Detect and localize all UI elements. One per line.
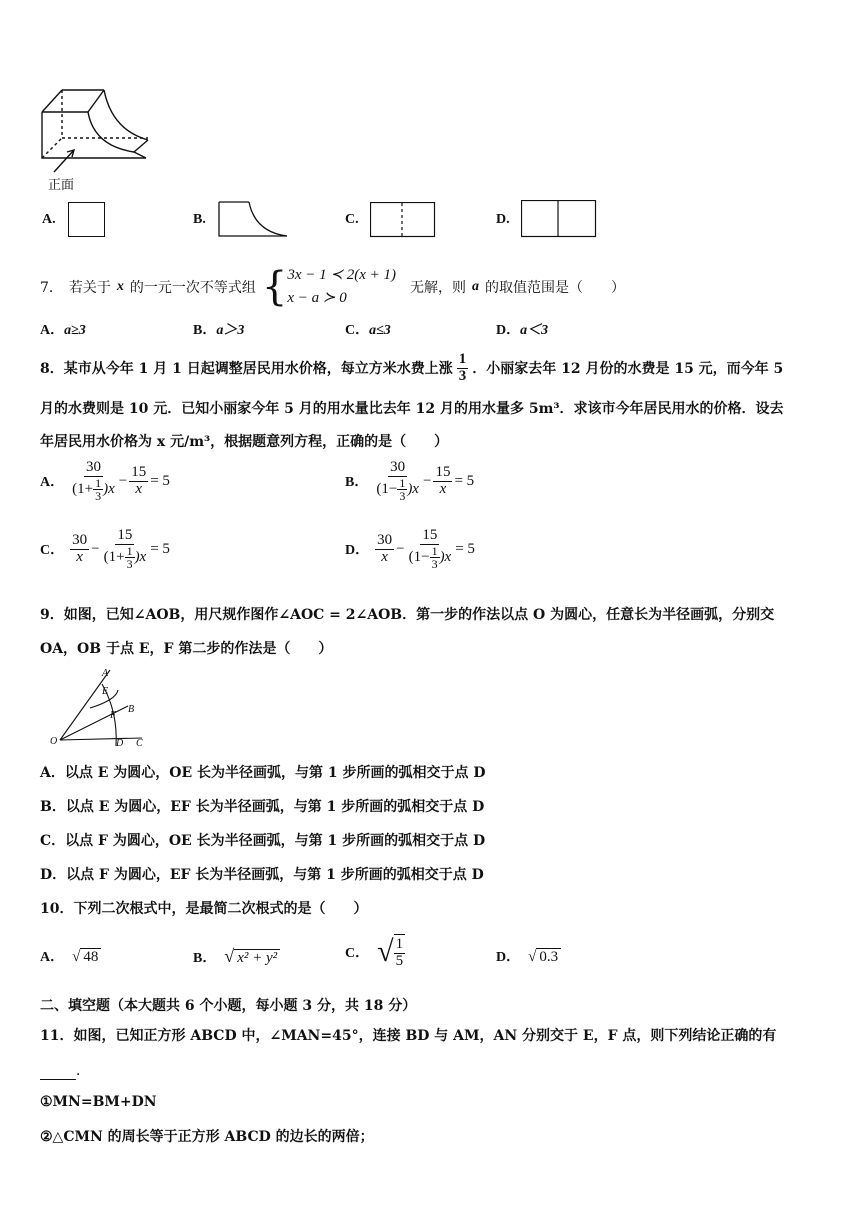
q10-option-c: C． √ $\frac{1}{5}$ <box>345 934 404 969</box>
q6-option-b-curve-shape <box>215 200 289 238</box>
q9-fig-label-c: C <box>136 738 143 749</box>
q8-c-frac-1: $\frac{30}{x}$ <box>72 532 88 565</box>
q9-fig-label-d: D <box>116 738 124 749</box>
q7-option-c-text: a≤3 <box>369 323 391 338</box>
q7-middle: 的一元一次不等式组 <box>129 280 256 296</box>
q8-c-frac-2: 15 (1+ $\frac{1}{3}$ )x <box>103 527 147 572</box>
q7-option-b-text: a＞3 <box>216 323 245 338</box>
sqrt-icon: √ <box>224 946 235 966</box>
q6-option-c-label: C. <box>345 212 359 227</box>
q9-line-2: OA，OB 于点 E，F 第二步的作法是（ ） <box>40 641 333 657</box>
q6-option-d-split-rect <box>521 200 597 238</box>
q7-prefix: 若关于 <box>68 280 111 296</box>
q9-fig-label-o: O <box>50 736 58 747</box>
q10-option-d: D． √ 0.3 <box>496 946 561 966</box>
q7-number: 7． <box>40 280 63 296</box>
q8-line-2: 月的水费则是 10 元．已知小丽家今年 5 月的用水量比去年 12 月的用水量多 5m³．求该市今年居民用水的价格．设去 <box>40 401 784 417</box>
q6-option-b-label: B. <box>193 212 206 227</box>
q8-line-3: 年居民用水价格为 x 元/m³，根据题意列方程，正确的是（ ） <box>40 434 449 450</box>
q7-option-c: C．a≤3 <box>345 323 391 338</box>
q8-a-frac-2: $\frac{15}{x}$ <box>131 464 147 497</box>
q9-fig-label-b: B <box>128 704 135 715</box>
q10-option-a: A． √ 48 <box>40 946 101 966</box>
q7-suffix-a: 无解，则 <box>410 280 466 296</box>
q6-option-a-label: A. <box>42 212 56 227</box>
q8-b-frac-2: $\frac{15}{x}$ <box>435 464 451 497</box>
q9-angle-figure <box>46 666 156 752</box>
q8-option-c: C． $\frac{30}{x}$ − 15 (1+ $\frac{1}{3}$ )x = 5 <box>40 527 170 572</box>
q8-d-frac-1: $\frac{30}{x}$ <box>377 532 393 565</box>
q6-option-c-dashed-rect <box>370 202 436 238</box>
q9-option-a: A．以点 E 为圆心，OE 长为半径画弧，与第 1 步所画的弧相交于点 D <box>40 765 486 781</box>
q8-b-frac-1: 30 (1− $\frac{1}{3}$ )x <box>376 459 419 504</box>
q7-stem <box>40 264 625 310</box>
q8-d-frac-2: 15 (1− $\frac{1}{3}$ )x <box>408 527 452 572</box>
q7-suffix-b: 的取值范围是（ ） <box>485 280 625 296</box>
q8-option-b: B． 30 (1− $\frac{1}{3}$ )x − $\frac{15}{x}$ = 5 <box>345 459 475 504</box>
q9-fig-label-f: F <box>110 710 117 721</box>
q7-inequality-1: 3x − 1 ≺ 2(x + 1) <box>287 267 396 283</box>
brace-icon: { <box>261 264 288 310</box>
q7-system <box>262 264 396 310</box>
q7-option-a-text: a≥3 <box>64 323 86 338</box>
sqrt-icon: √ <box>528 949 537 965</box>
front-view-label: 正面 <box>48 178 75 193</box>
q11-stem: 11．如图，已知正方形 ABCD 中，∠MAN=45°，连接 BD 与 AM，AN 分别交于 E，F 点，则下列结论正确的有 <box>40 1028 777 1044</box>
q8-option-d: D． $\frac{30}{x}$ − 15 (1− $\frac{1}{3}$ )x = 5 <box>345 527 475 572</box>
sqrt-icon: √ <box>377 934 394 968</box>
q7-var-x: x <box>116 279 124 294</box>
q9-fig-label-e: E <box>102 686 109 697</box>
sqrt-icon: √ <box>72 949 81 965</box>
q6-option-d-label: D. <box>496 212 510 227</box>
q9-line-1: 9．如图，已知∠AOB，用尺规作图作∠AOC = 2∠AOB．第一步的作法以点 O 为圆心，任意长为半径画弧，分别交 <box>40 607 775 623</box>
q8-line-1: 8．某市从今年 1 月 1 日起调整居民用水价格，每立方米水费上涨 $\frac{1}{3}$ ．小丽家去年 12 月份的水费是 15 元，而今年 5 <box>40 351 784 384</box>
q11-item-2: ②△CMN 的周长等于正方形 ABCD 的边长的两倍； <box>40 1129 374 1145</box>
q8-a-frac-1: 30 (1+ $\frac{1}{3}$ )x <box>72 459 115 504</box>
q9-option-b: B．以点 E 为圆心，EF 长为半径画弧，与第 1 步所画的弧相交于点 D <box>40 799 485 815</box>
q7-option-d: D．a＜3 <box>496 323 549 338</box>
q10-option-b: B． √ x² + y² <box>193 946 280 967</box>
q7-inequality-2: x − a ≻ 0 <box>287 290 347 306</box>
q9-option-c: C．以点 F 为圆心，OE 长为半径画弧，与第 1 步所画的弧相交于点 D <box>40 833 486 849</box>
answer-blank-line <box>40 1065 76 1080</box>
section-2-title: 二、填空题（本大题共 6 个小题，每小题 3 分，共 18 分） <box>40 998 417 1014</box>
q9-option-d: D．以点 F 为圆心，EF 长为半径画弧，与第 1 步所画的弧相交于点 D <box>40 867 484 883</box>
q10-stem: 10．下列二次根式中，是最简二次根式的是（ ） <box>40 901 368 917</box>
q6-option-a-square <box>68 202 105 237</box>
q11-item-1: ①MN=BM+DN <box>40 1094 157 1110</box>
q11-answer-blank: ． <box>40 1060 90 1080</box>
q7-option-b: B．a＞3 <box>193 323 245 338</box>
q7-option-d-text: a＜3 <box>520 323 549 338</box>
q8-option-a: A． 30 (1+ $\frac{1}{3}$ )x − $\frac{15}{x}$ = 5 <box>40 459 170 504</box>
q7-var-a: a <box>472 279 479 294</box>
q8-rate-fraction: $\frac{1}{3}$ <box>458 351 467 384</box>
q9-fig-label-a: A <box>102 668 109 679</box>
q7-option-a: A．a≥3 <box>40 323 86 338</box>
